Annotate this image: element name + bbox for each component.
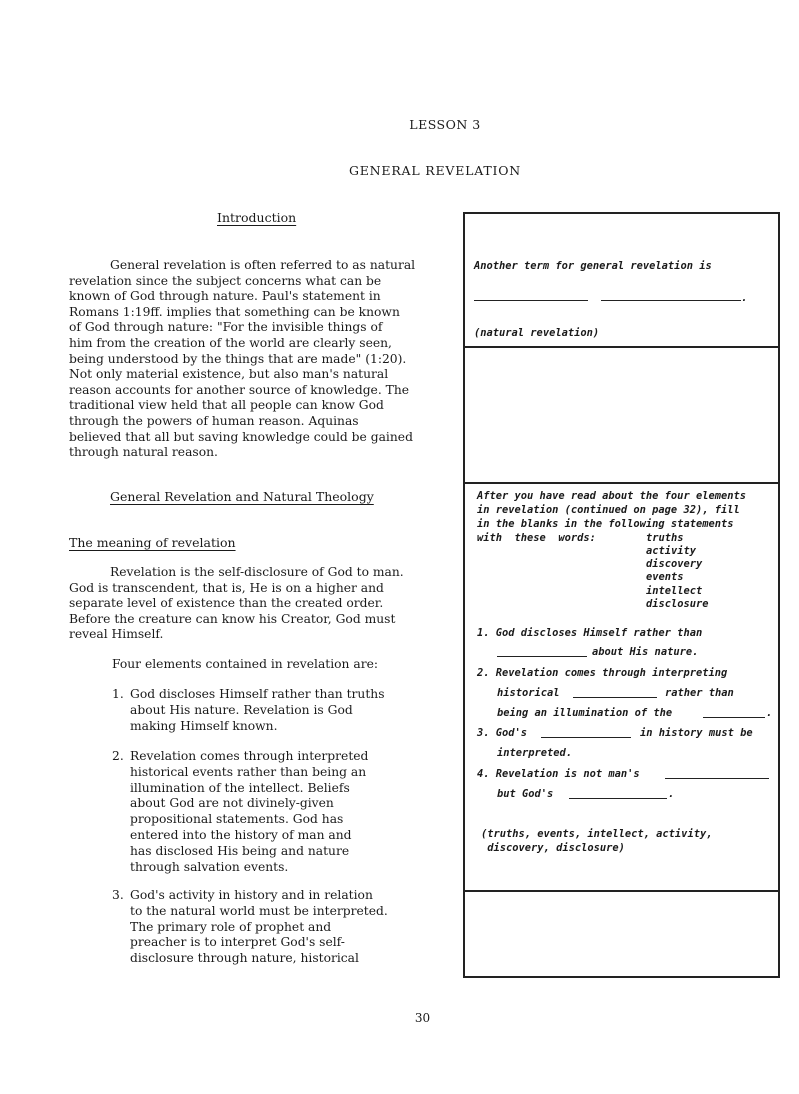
text-line: being understood by the things that are made" (1:20). [69,351,407,366]
statement-text: about His nature. [592,646,699,658]
statement-text: being an illumination of the [497,707,673,719]
text-line: making Himself known. [130,718,278,733]
answer-blank[interactable] [541,727,631,738]
introduction-paragraph [69,258,464,461]
element-item-1 [112,687,385,734]
text-line: separate level of existence than the created order. [69,596,384,611]
period: . [668,788,675,800]
meaning-paragraph [69,565,464,643]
answer-key-line: discovery, disclosure) [481,842,625,854]
text-line: historical events rather than being an [130,764,367,779]
text-line: preacher is to interpret God's self- [130,935,345,950]
text-line: about God are not divinely-given [130,796,334,811]
word-bank-item: intellect [646,585,703,597]
subheading: The meaning of revelation [69,535,236,550]
text-line: Revelation comes through interpreted [130,749,369,763]
item-number: 2. [112,749,124,763]
answer-blank[interactable] [703,707,765,718]
statement-text: rather than [665,687,734,699]
element-item-3 [112,888,388,967]
answer-blank[interactable] [474,290,588,301]
instruction-line: in revelation (continued on page 32), fill [477,504,740,516]
text-line: illumination of the intellect. Beliefs [130,780,350,795]
instruction-line: in the blanks in the following statements [477,518,734,530]
statement-text: but God's [497,788,554,800]
text-line: known of God through nature. Paul's statement in [69,289,381,304]
statement-text: historical [497,687,560,699]
word-bank-item: disclosure [646,598,709,610]
answer-blank[interactable] [601,290,741,301]
text-line: about His nature. Revelation is God [130,702,353,717]
text-line: him from the creation of the world are clearly seen, [69,335,392,350]
statement-text: in history must be [640,727,753,739]
box1-answer: (natural revelation) [474,327,600,339]
item-number: 1. [112,687,124,701]
box1-blanks: . [474,286,747,306]
instruction-line: with these words: [477,532,596,544]
text-line: Not only material existence, but also man's natural [69,367,389,382]
text-line: believed that all but saving knowledge could be gained [69,429,413,444]
text-line: Revelation is the self-disclosure of God to man. [110,565,404,579]
statement-3: 3. God's [477,727,528,739]
element-item-2 [112,749,368,875]
text-line: of God through nature: "For the invisible things of [69,320,383,335]
instruction-line: After you have read about the four elements [477,490,746,502]
text-line: to the natural world must be interpreted. [130,903,388,918]
text-line: through salvation events. [130,859,289,874]
frame-divider [465,346,778,348]
answer-blank[interactable] [665,768,769,779]
statement-4: 4. Revelation is not man's [477,768,640,780]
text-line: propositional statements. God has [130,812,344,827]
text-line: through the powers of human reason. Aquinas [69,413,359,428]
statement-2: 2. Revelation comes through interpreting [477,667,728,679]
text-line: entered into the history of man and [130,827,352,842]
text-line: God is transcendent, that is, He is on a higher and [69,580,384,595]
answer-blank[interactable] [573,687,657,698]
page-number: 30 [414,1011,431,1025]
period: . [766,707,773,719]
statement-text: interpreted. [497,747,573,759]
statement-1: 1. God discloses Himself rather than [477,627,703,639]
frame-divider [465,482,778,484]
text-line: Romans 1:19ff. implies that something can be known [69,304,400,319]
word-bank-item: events [646,571,684,583]
text-line: General revelation is often referred to as natural [110,258,416,272]
text-line: Before the creature can know his Creator, God must [69,611,396,626]
text-line: through natural reason. [69,445,218,460]
answer-blank[interactable] [497,646,587,657]
answer-blank[interactable] [569,788,667,799]
text-line: reason accounts for another source of knowledge. The [69,382,410,397]
lesson-number: LESSON 3 [409,117,481,132]
page-title: GENERAL REVELATION [348,163,522,178]
section-heading: General Revelation and Natural Theology [110,489,374,504]
text-line: disclosure through nature, historical [130,951,359,966]
item-number: 3. [112,888,124,902]
box1-prompt: Another term for general revelation is [474,260,712,272]
text-line: reveal Himself. [69,627,164,642]
text-line: revelation since the subject concerns what can be [69,273,382,288]
workbook-frame [463,212,780,978]
word-bank-item: truths [646,532,684,544]
text-line: God discloses Himself rather than truths [130,687,385,701]
text-line: traditional view held that all people can know God [69,398,384,413]
word-bank-item: activity [646,545,697,557]
four-elements-intro: Four elements contained in revelation are: [112,657,379,671]
introduction-heading: Introduction [217,210,297,225]
text-line: God's activity in history and in relation [130,888,373,902]
frame-divider [465,890,778,892]
text-line: The primary role of prophet and [130,919,332,934]
answer-key-line: (truths, events, intellect, activity, [481,828,713,840]
text-line: has disclosed His being and nature [130,843,350,858]
word-bank-item: discovery [646,558,703,570]
